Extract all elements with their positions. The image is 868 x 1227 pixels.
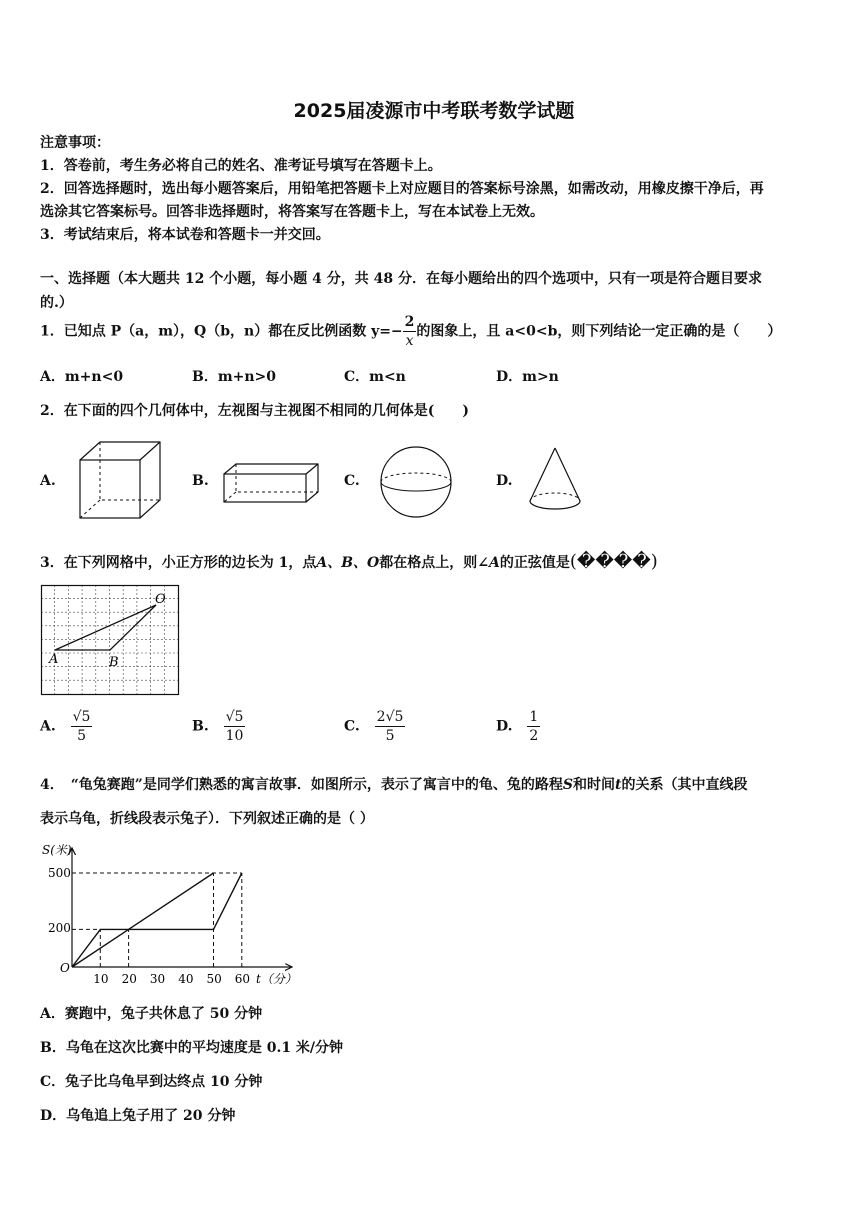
question-3-text: 3．在下列网格中，小正方形的边长为 1，点 bbox=[40, 555, 317, 571]
grid-figure bbox=[41, 585, 181, 697]
grid-label-o: O bbox=[155, 592, 166, 607]
q1-option-a[interactable]: A．m+n<0 bbox=[40, 369, 124, 385]
q1-option-d[interactable]: D．m>n bbox=[496, 369, 559, 385]
fraction-denominator: 5 bbox=[385, 728, 395, 744]
question-1-text: 1．已知点 P（a，m），Q（b，n）都在反比例函数 y=− bbox=[40, 323, 403, 340]
x-tick-label: 60 bbox=[234, 972, 251, 986]
question-4-var-s: S bbox=[562, 777, 573, 793]
q2-option-b[interactable]: B. bbox=[192, 473, 209, 489]
option-label: A. bbox=[40, 718, 56, 735]
question-3-angle: A bbox=[488, 555, 500, 571]
y-tick-200: 200 bbox=[48, 921, 71, 935]
grid-label-b: B bbox=[109, 655, 119, 670]
option-label: B. bbox=[192, 718, 209, 735]
question-4-text-mid: 和时间 bbox=[572, 777, 615, 793]
cube-icon bbox=[78, 440, 164, 522]
section-heading-cont: 的.） bbox=[40, 295, 73, 311]
origin-label: O bbox=[60, 961, 70, 975]
question-4-text: 4． “龟兔赛跑”是同学们熟悉的寓言故事．如图所示，表示了寓言中的龟、兔的路程 bbox=[40, 777, 563, 793]
option-label: D. bbox=[496, 718, 513, 735]
question-4-var-t: t bbox=[614, 777, 622, 793]
notice-item: 1．答卷前，考生务必将自己的姓名、准考证号填写在答题卡上。 bbox=[40, 158, 442, 174]
question-4 bbox=[40, 774, 747, 794]
cone-icon bbox=[528, 446, 584, 514]
fraction-numerator: √5 bbox=[225, 709, 244, 725]
fraction-numerator: 2 bbox=[404, 314, 415, 330]
question-1-fraction bbox=[403, 313, 417, 350]
q2-option-a[interactable]: A. bbox=[40, 473, 56, 489]
q3-option-d[interactable] bbox=[496, 708, 540, 745]
x-tick-label: 20 bbox=[121, 972, 137, 986]
y-axis-label: S(米) bbox=[42, 843, 72, 857]
q3-option-c[interactable] bbox=[344, 708, 405, 745]
q4-option-b[interactable]: B．乌龟在这次比赛中的平均速度是 0.1 米/分钟 bbox=[40, 1040, 344, 1056]
option-fraction bbox=[527, 708, 540, 745]
x-tick-label: 50 bbox=[206, 972, 222, 986]
notice-heading: 注意事项： bbox=[40, 135, 110, 151]
x-tick-label: 10 bbox=[93, 972, 109, 986]
q1-option-b[interactable]: B．m+n>0 bbox=[192, 369, 277, 385]
q3-option-a[interactable] bbox=[40, 708, 92, 745]
option-fraction bbox=[224, 708, 246, 745]
q2-option-d[interactable]: D. bbox=[496, 473, 513, 489]
fraction-numerator: 1 bbox=[529, 709, 539, 725]
notice-item: 3．考试结束后，将本试卷和答题卡一并交回。 bbox=[40, 227, 330, 243]
fraction-numerator: √5 bbox=[72, 709, 91, 725]
q4-option-a[interactable]: A．赛跑中，兔子共休息了 50 分钟 bbox=[40, 1006, 263, 1022]
x-tick-label: 30 bbox=[149, 972, 166, 986]
question-3-text-end: 的正弦值是 bbox=[499, 555, 570, 571]
rabbit-polyline bbox=[72, 873, 242, 967]
q4-option-d[interactable]: D．乌龟追上兔子用了 20 分钟 bbox=[40, 1108, 236, 1124]
question-1 bbox=[40, 313, 781, 350]
option-label: C. bbox=[344, 718, 360, 735]
question-3-points: A、B、O bbox=[316, 555, 380, 571]
fraction-denominator: x bbox=[405, 333, 414, 349]
notice-item: 2．回答选择题时，选出每小题答案后，用铅笔把答题卡上对应题目的答案标号涂黑，如需改动，用橡皮擦干净后，再 bbox=[40, 181, 764, 197]
tortoise-line bbox=[72, 873, 214, 967]
page-title: 2025届凌源市中考联考数学试题 bbox=[293, 100, 575, 122]
option-fraction bbox=[71, 708, 93, 745]
distance-time-graph bbox=[40, 840, 300, 990]
question-2: 2．在下面的四个几何体中，左视图与主视图不相同的几何体是( ) bbox=[40, 403, 469, 419]
x-axis-label: t（分） bbox=[256, 972, 297, 986]
fraction-denominator: 5 bbox=[77, 728, 86, 744]
fraction-numerator: 2√5 bbox=[376, 709, 404, 725]
question-4-text-end: 的关系（其中直线段 bbox=[621, 777, 748, 793]
grid-label-a: A bbox=[49, 652, 59, 667]
cuboid-icon bbox=[222, 462, 320, 504]
question-3-text-mid: 都在格点上，则∠ bbox=[379, 555, 489, 571]
fraction-denominator: 10 bbox=[225, 728, 244, 744]
option-fraction bbox=[375, 708, 406, 745]
fraction-denominator: 2 bbox=[529, 728, 539, 744]
q3-option-b[interactable] bbox=[192, 708, 245, 745]
q4-option-c[interactable]: C．兔子比乌龟早到达终点 10 分钟 bbox=[40, 1074, 263, 1090]
q2-option-c[interactable]: C. bbox=[344, 473, 360, 489]
q1-option-c[interactable]: C．m<n bbox=[344, 369, 406, 385]
x-tick-label: 40 bbox=[178, 972, 194, 986]
question-3-garbled-paren: (����) bbox=[569, 551, 658, 572]
section-heading: 一、选择题（本大题共 12 个小题，每小题 4 分，共 48 分．在每小题给出的四个选项中，只有一项是符合题目要求 bbox=[40, 271, 762, 287]
question-3 bbox=[40, 552, 658, 573]
question-1-text-end: 的图象上，且 a<0<b，则下列结论一定正确的是（ ） bbox=[416, 323, 782, 340]
y-tick-500: 500 bbox=[48, 866, 71, 880]
notice-item: 选涂其它答案标号。回答非选择题时，将答案写在答题卡上，写在本试卷上无效。 bbox=[40, 204, 544, 220]
question-4-line2: 表示乌龟，折线段表示兔子）．下列叙述正确的是（ ） bbox=[40, 811, 374, 827]
sphere-icon bbox=[380, 446, 454, 520]
